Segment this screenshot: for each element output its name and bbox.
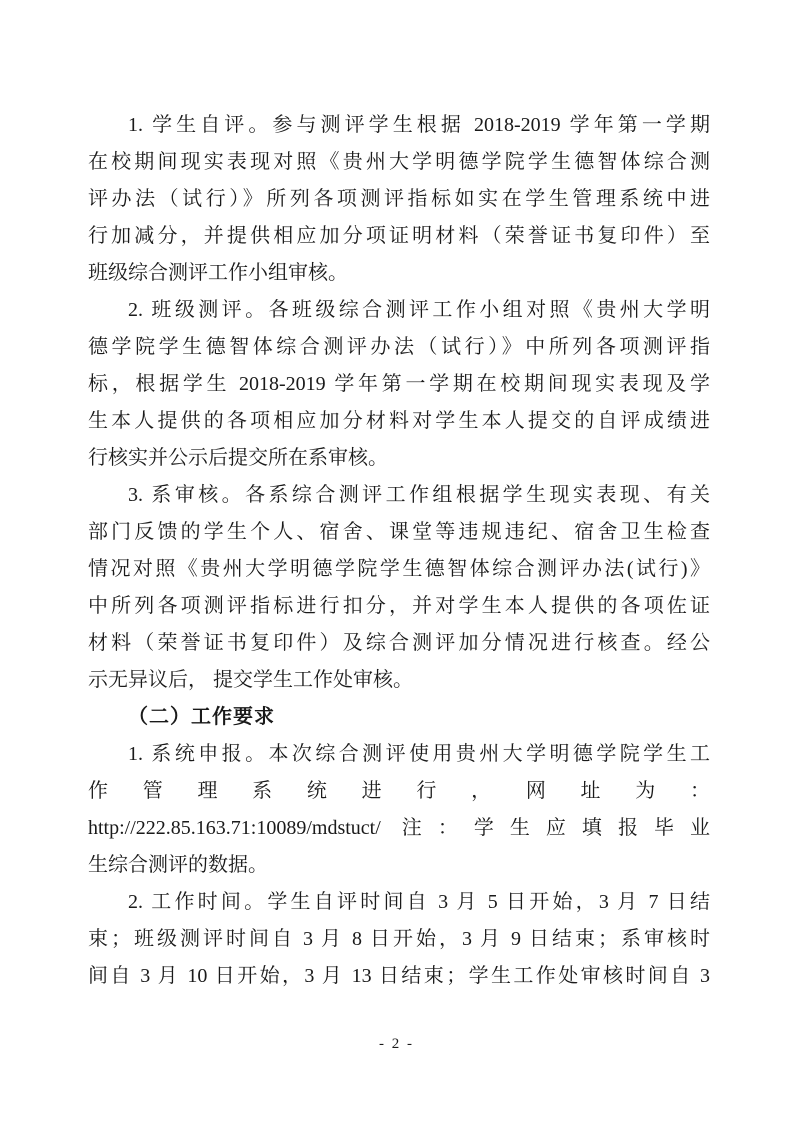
text-line: 3. 系审核。各系综合测评工作组根据学生现实表现、有关 [128, 484, 710, 506]
paragraph [88, 477, 710, 699]
text-line: 生本人提供的各项相应加分材料对学生本人提交的自评成绩进 [88, 410, 710, 432]
paragraph [88, 884, 710, 995]
text-line: 间自 3 月 10 日开始，3 月 13 日结束；学生工作处审核时间自 3 [88, 965, 710, 987]
text-line: 评办法（试行）》所列各项测评指标如实在学生管理系统中进 [88, 188, 710, 210]
text-line: 2. 班级测评。各班级综合测评工作小组对照《贵州大学明 [128, 299, 710, 321]
text-line: 1. 系统申报。本次综合测评使用贵州大学明德学院学生工 [128, 743, 710, 765]
document-body [88, 107, 710, 995]
text-line: 部门反馈的学生个人、宿舍、课堂等违规违纪、宿舍卫生检查 [88, 521, 710, 543]
text-line: 束；班级测评时间自 3 月 8 日开始，3 月 9 日结束；系审核时 [88, 928, 710, 950]
text-line: 材料（荣誉证书复印件）及综合测评加分情况进行核查。经公 [88, 632, 710, 654]
text-line: 在校期间现实表现对照《贵州大学明德学院学生德智体综合测 [88, 151, 710, 173]
text-line: 标，根据学生 2018-2019 学年第一学期在校期间现实表现及学 [88, 373, 710, 395]
text-line: （二）工作要求 [128, 706, 275, 728]
section-heading [88, 699, 710, 736]
paragraph [88, 292, 710, 477]
text-line: 生综合测评的数据。 [88, 854, 268, 876]
text-line: 2. 工作时间。学生自评时间自 3 月 5 日开始，3 月 7 日结 [128, 891, 710, 913]
text-line: 情况对照《贵州大学明德学院学生德智体综合测评办法(试行)》 [88, 558, 710, 580]
text-line: 行加减分，并提供相应加分项证明材料（荣誉证书复印件）至 [88, 225, 710, 247]
text-line: 行核实并公示后提交所在系审核。 [88, 447, 388, 469]
text-line: 1. 学生自评。参与测评学生根据 2018-2019 学年第一学期 [128, 114, 710, 136]
text-line: http://222.85.163.71:10089/mdstuct/ 注：学生应填报毕业 [88, 817, 710, 839]
text-line: 中所列各项测评指标进行扣分，并对学生本人提供的各项佐证 [88, 595, 710, 617]
text-line: 示无异议后， 提交学生工作处审核。 [88, 669, 413, 691]
paragraph [88, 107, 710, 292]
paragraph [88, 736, 710, 884]
text-line: 德学院学生德智体综合测评办法（试行）》中所列各项测评指 [88, 336, 710, 358]
text-line: 作管理系统进行，网址为： [88, 780, 710, 802]
page-number: - 2 - [379, 1036, 414, 1052]
text-line: 班级综合测评工作小组审核。 [88, 262, 348, 284]
